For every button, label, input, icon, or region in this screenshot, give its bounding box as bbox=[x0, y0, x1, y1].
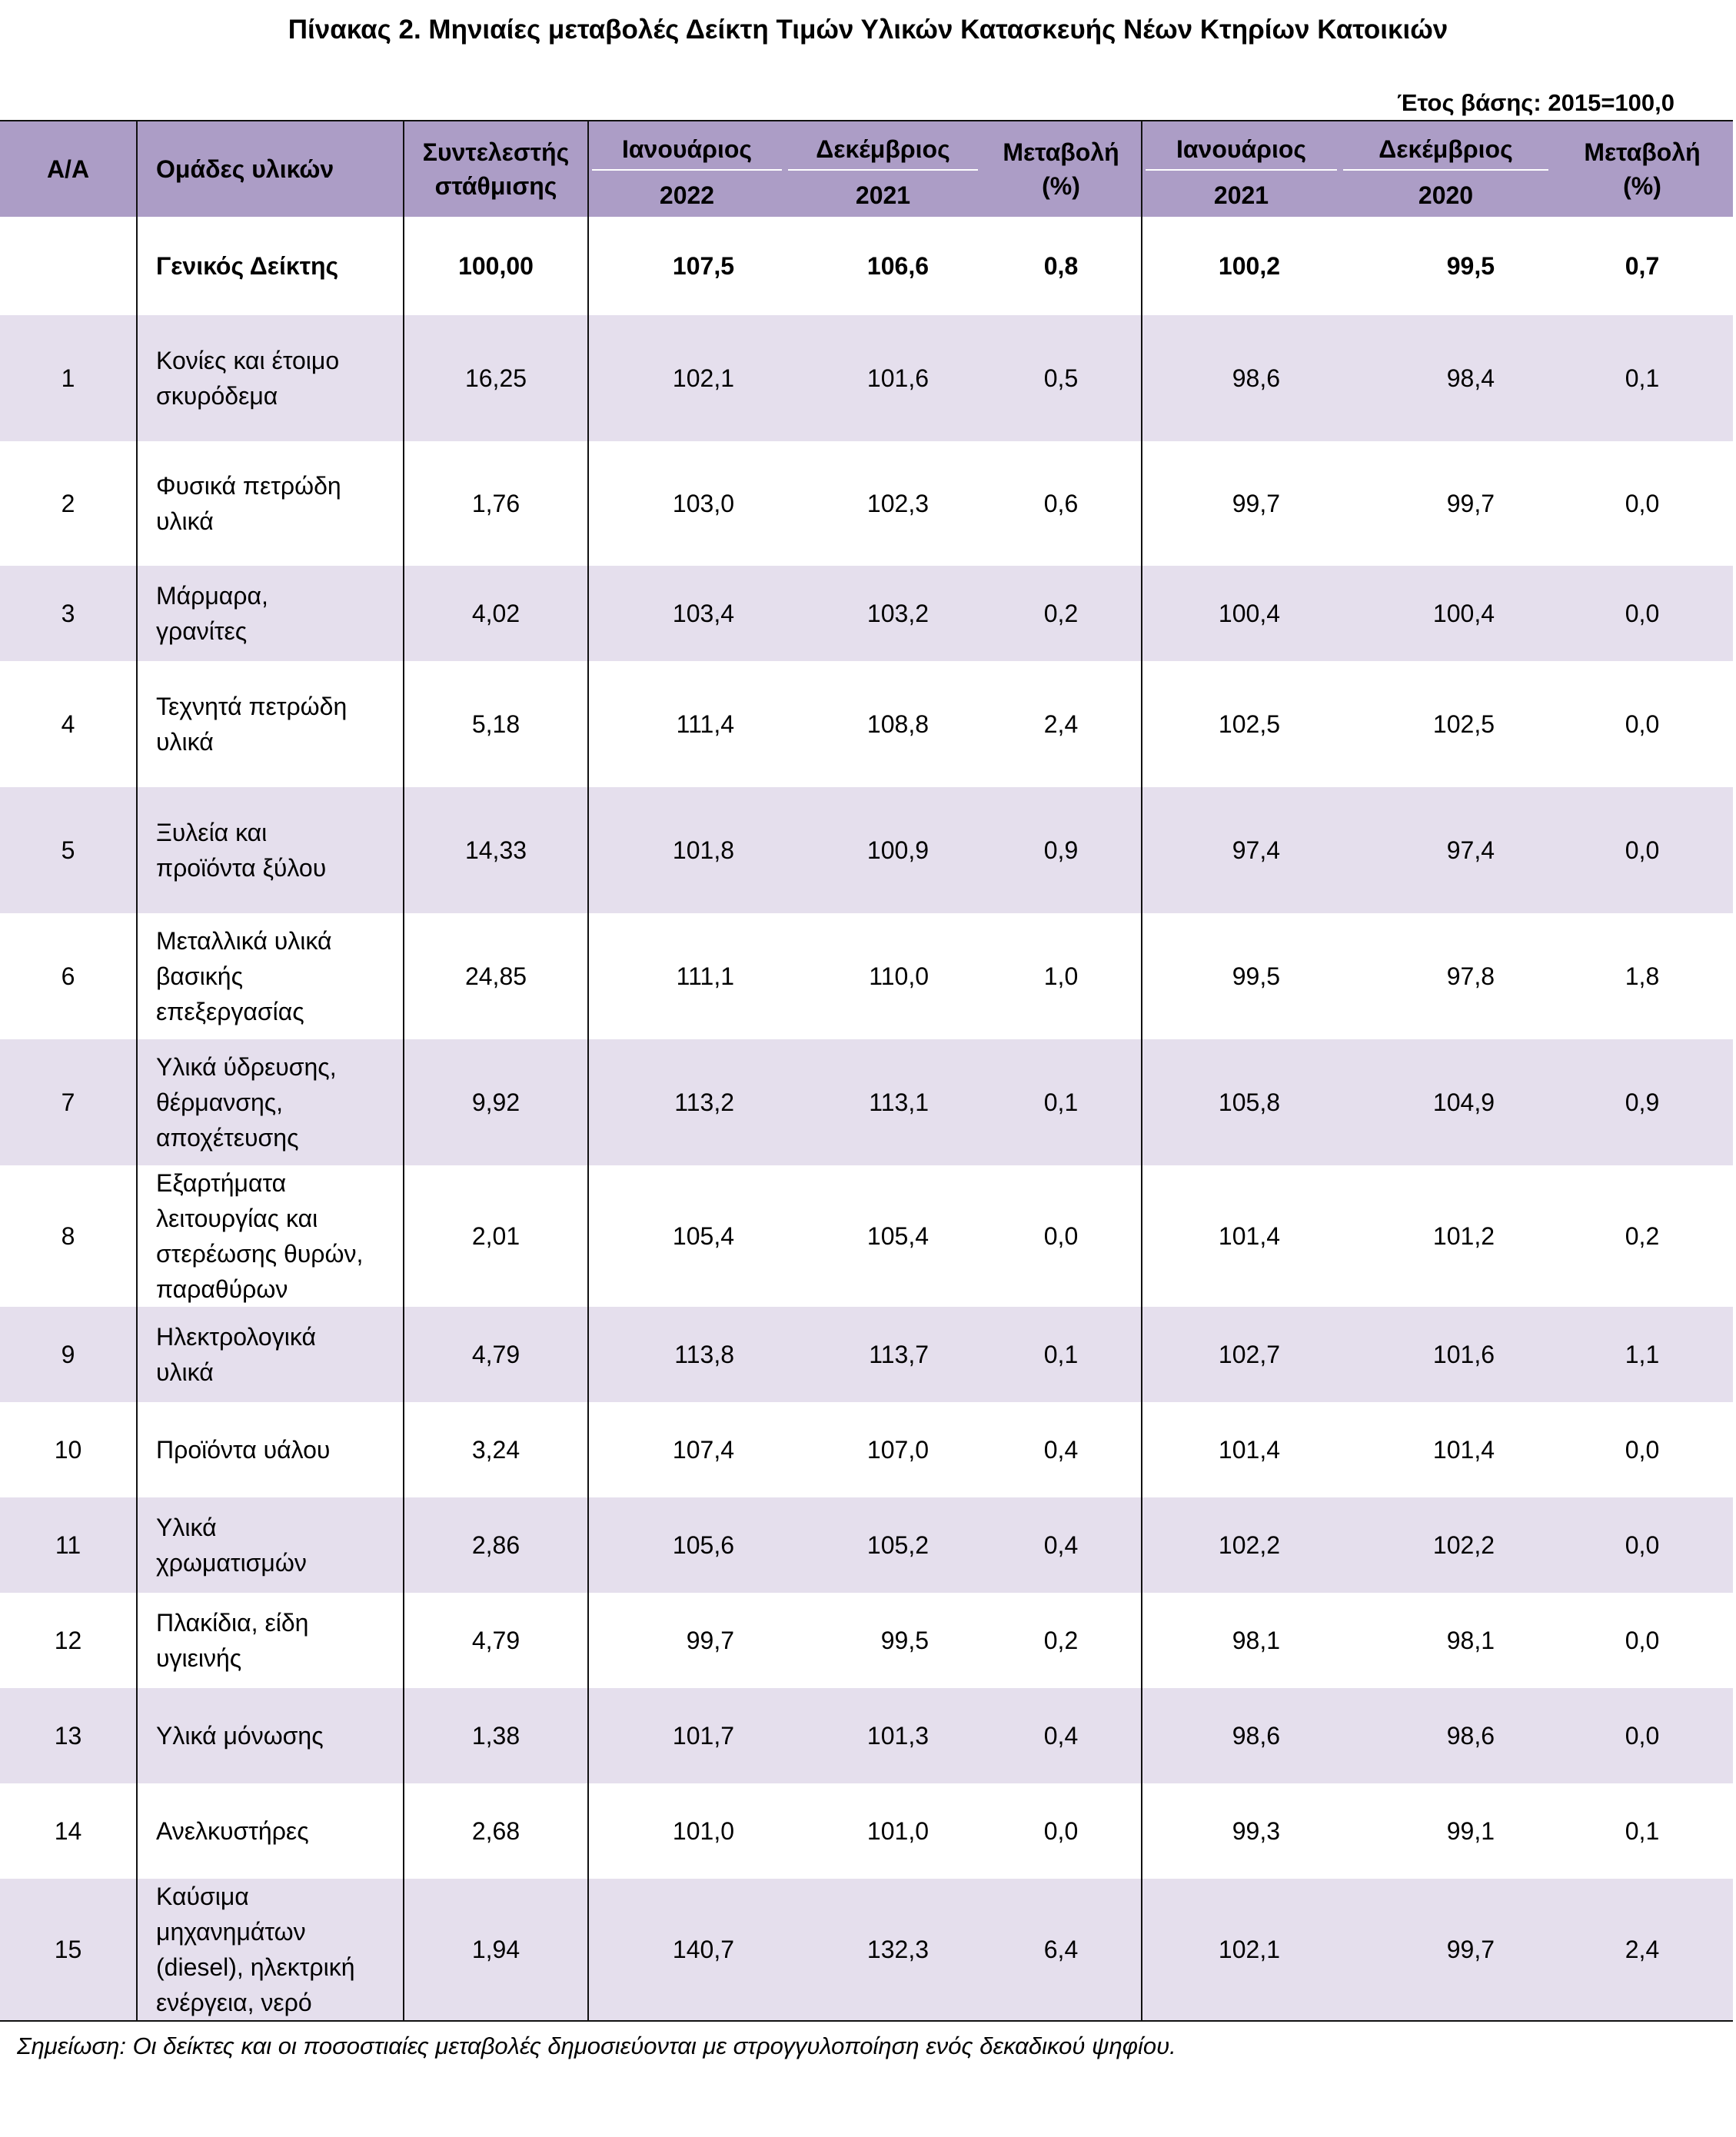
row-aa: 7 bbox=[0, 1039, 137, 1165]
header-change-1-l1: Μεταβολή bbox=[1003, 138, 1119, 166]
row-name bbox=[137, 1879, 404, 2021]
row-jan22: 103,0 bbox=[672, 490, 734, 517]
row-name-line: σκυρόδεμα bbox=[156, 382, 278, 410]
row-name-line: (diesel), ηλεκτρική bbox=[156, 1953, 355, 1981]
row-jan22: 101,0 bbox=[672, 1817, 734, 1845]
row-dec21: 113,7 bbox=[785, 1307, 981, 1402]
row-jan21: 100,4 bbox=[1142, 566, 1340, 661]
row-name-line: υλικά bbox=[156, 1358, 214, 1386]
row-chg1: 6,4 bbox=[981, 1879, 1142, 2021]
row-jan21: 101,4 bbox=[1218, 1222, 1280, 1250]
row-chg1: 0,2 bbox=[981, 1593, 1142, 1688]
row-chg1: 0,4 bbox=[981, 1497, 1142, 1593]
header-change-2 bbox=[1551, 121, 1733, 217]
row-dec20: 104,9 bbox=[1340, 1039, 1551, 1165]
row-chg2: 0,0 bbox=[1625, 710, 1660, 738]
row-aa: 8 bbox=[0, 1165, 137, 1307]
table-row bbox=[0, 566, 1733, 661]
total-name: Γενικός Δείκτης bbox=[137, 217, 404, 315]
row-name bbox=[137, 1593, 404, 1688]
row-name bbox=[137, 1497, 404, 1593]
table-row bbox=[0, 1307, 1733, 1402]
footnote: Σημείωση: Οι δείκτες και οι ποσοστιαίες μεταβολές δημοσιεύονται με στρογγυλοποίηση ενός δεκαδικού ψηφίου. bbox=[17, 2032, 1176, 2059]
row-aa: 15 bbox=[0, 1879, 137, 2021]
row-name bbox=[137, 1039, 404, 1165]
row-name-line: Πλακίδια, είδη bbox=[156, 1609, 309, 1637]
row-dec20: 98,6 bbox=[1340, 1688, 1551, 1783]
row-name-line: Προϊόντα υάλου bbox=[156, 1436, 331, 1464]
row-aa: 12 bbox=[0, 1593, 137, 1688]
row-dec21: 105,2 bbox=[785, 1497, 981, 1593]
row-jan22: 111,1 bbox=[676, 962, 734, 990]
row-name-line: ενέργεια, νερό bbox=[156, 1989, 312, 2016]
header-jan-2022-l2: 2022 bbox=[592, 169, 782, 217]
table-row bbox=[0, 1402, 1733, 1497]
total-jan21: 100,2 bbox=[1218, 252, 1280, 280]
header-jan-2022 bbox=[588, 121, 785, 217]
row-aa: 4 bbox=[0, 661, 137, 787]
total-weight: 100,00 bbox=[404, 217, 588, 315]
row-chg2: 0,9 bbox=[1551, 1039, 1733, 1165]
row-jan22: 101,7 bbox=[588, 1688, 785, 1783]
table-row bbox=[0, 1165, 1733, 1307]
row-name-line: Καύσιμα bbox=[156, 1883, 249, 1910]
row-dec21: 132,3 bbox=[785, 1879, 981, 2021]
row-dec21: 101,6 bbox=[785, 315, 981, 441]
row-weight: 4,79 bbox=[404, 1593, 588, 1688]
table-row bbox=[0, 1497, 1733, 1593]
row-dec20: 99,7 bbox=[1446, 490, 1495, 517]
header-jan-2021-l2: 2021 bbox=[1146, 169, 1337, 217]
row-name bbox=[137, 787, 404, 913]
row-jan21: 98,1 bbox=[1232, 1627, 1280, 1654]
row-weight: 1,76 bbox=[404, 441, 588, 566]
row-weight: 4,02 bbox=[404, 566, 588, 661]
row-dec20: 101,2 bbox=[1432, 1222, 1495, 1250]
table-row bbox=[0, 1783, 1733, 1879]
row-dec20: 101,4 bbox=[1432, 1436, 1495, 1464]
row-jan21: 98,6 bbox=[1142, 1688, 1340, 1783]
row-name-line: βασικής bbox=[156, 962, 243, 990]
row-name-line: Μάρμαρα, bbox=[156, 582, 268, 610]
header-dec-2021-l2: 2021 bbox=[788, 169, 978, 217]
header-aa: Α/Α bbox=[0, 121, 137, 217]
row-dec21: 99,5 bbox=[880, 1627, 929, 1654]
row-chg2: 1,1 bbox=[1551, 1307, 1733, 1402]
row-name-line: Υλικά bbox=[156, 1514, 217, 1541]
row-name-line: Ανελκυστήρες bbox=[156, 1817, 309, 1845]
row-dec20: 97,8 bbox=[1446, 962, 1495, 990]
row-jan21: 99,5 bbox=[1232, 962, 1280, 990]
row-name-line: στερέωσης θυρών, bbox=[156, 1240, 364, 1268]
row-dec20: 102,5 bbox=[1432, 710, 1495, 738]
row-chg1: 0,4 bbox=[981, 1402, 1142, 1497]
header-group: Ομάδες υλικών bbox=[137, 121, 404, 217]
row-name bbox=[137, 661, 404, 787]
header-dec-2020-l2: 2020 bbox=[1343, 169, 1548, 217]
row-jan22: 103,4 bbox=[588, 566, 785, 661]
row-name bbox=[137, 1402, 404, 1497]
header-dec-2021-l1: Δεκέμβριος bbox=[816, 135, 950, 163]
table-row bbox=[0, 1688, 1733, 1783]
row-name-line: Τεχνητά πετρώδη bbox=[156, 693, 348, 720]
row-aa: 2 bbox=[0, 441, 137, 566]
row-weight: 1,94 bbox=[404, 1879, 588, 2021]
row-name-line: Κονίες και έτοιμο bbox=[156, 347, 340, 374]
row-dec20: 101,6 bbox=[1340, 1307, 1551, 1402]
row-jan21: 99,3 bbox=[1232, 1817, 1280, 1845]
row-jan22: 105,6 bbox=[588, 1497, 785, 1593]
row-aa: 9 bbox=[0, 1307, 137, 1402]
price-index-table bbox=[0, 121, 1733, 2022]
row-name-line: παραθύρων bbox=[156, 1275, 288, 1303]
row-chg2: 0,2 bbox=[1625, 1222, 1660, 1250]
row-jan21: 99,7 bbox=[1232, 490, 1280, 517]
row-jan22: 107,4 bbox=[672, 1436, 734, 1464]
row-dec20: 99,7 bbox=[1340, 1879, 1551, 2021]
row-name bbox=[137, 1688, 404, 1783]
row-chg1: 0,1 bbox=[981, 1039, 1142, 1165]
row-name-line: υγιεινής bbox=[156, 1644, 242, 1672]
row-jan22: 102,1 bbox=[588, 315, 785, 441]
row-dec20: 99,1 bbox=[1446, 1817, 1495, 1845]
row-name-line: λειτουργίας και bbox=[156, 1205, 318, 1232]
row-name-line: επεξεργασίας bbox=[156, 998, 304, 1025]
row-chg1: 0,0 bbox=[981, 1165, 1142, 1307]
row-name bbox=[137, 1783, 404, 1879]
row-name-line: υλικά bbox=[156, 728, 214, 756]
row-aa: 13 bbox=[0, 1688, 137, 1783]
row-chg1: 0,2 bbox=[981, 566, 1142, 661]
row-chg1: 0,6 bbox=[981, 441, 1142, 566]
row-dec21: 105,4 bbox=[866, 1222, 929, 1250]
row-chg1: 0,4 bbox=[981, 1688, 1142, 1783]
table-row bbox=[0, 1879, 1733, 2021]
row-chg2: 2,4 bbox=[1551, 1879, 1733, 2021]
row-dec20: 98,1 bbox=[1446, 1627, 1495, 1654]
row-name-line: χρωματισμών bbox=[156, 1549, 307, 1577]
row-name-line: θέρμανσης, bbox=[156, 1088, 284, 1116]
row-name-line: υλικά bbox=[156, 507, 214, 535]
row-jan22: 101,8 bbox=[588, 787, 785, 913]
total-row bbox=[0, 217, 1733, 315]
row-weight: 9,92 bbox=[404, 1039, 588, 1165]
row-jan22: 105,4 bbox=[672, 1222, 734, 1250]
row-jan21: 101,4 bbox=[1218, 1436, 1280, 1464]
row-chg2: 0,0 bbox=[1625, 1627, 1660, 1654]
row-weight: 24,85 bbox=[404, 913, 588, 1039]
row-name-line: προϊόντα ξύλου bbox=[156, 854, 327, 882]
row-name-line: Ηλεκτρολογικά bbox=[156, 1323, 316, 1351]
row-name bbox=[137, 441, 404, 566]
row-name-line: Φυσικά πετρώδη bbox=[156, 472, 341, 500]
header-dec-2020 bbox=[1340, 121, 1551, 217]
total-chg1: 0,8 bbox=[981, 217, 1142, 315]
row-aa: 1 bbox=[0, 315, 137, 441]
row-jan21: 102,5 bbox=[1218, 710, 1280, 738]
row-aa: 3 bbox=[0, 566, 137, 661]
row-dec21: 108,8 bbox=[866, 710, 929, 738]
row-chg1: 0,9 bbox=[981, 787, 1142, 913]
row-chg2: 0,0 bbox=[1625, 490, 1660, 517]
row-chg2: 0,0 bbox=[1625, 1436, 1660, 1464]
row-dec21: 107,0 bbox=[866, 1436, 929, 1464]
row-weight: 4,79 bbox=[404, 1307, 588, 1402]
total-dec21: 106,6 bbox=[866, 252, 929, 280]
row-name bbox=[137, 913, 404, 1039]
row-dec21: 110,0 bbox=[869, 962, 929, 990]
row-weight: 2,68 bbox=[404, 1783, 588, 1879]
row-dec21: 103,2 bbox=[785, 566, 981, 661]
row-aa: 5 bbox=[0, 787, 137, 913]
table-row bbox=[0, 315, 1733, 441]
row-aa: 14 bbox=[0, 1783, 137, 1879]
row-jan22: 111,4 bbox=[676, 710, 734, 738]
row-chg1: 0,0 bbox=[981, 1783, 1142, 1879]
row-weight: 2,86 bbox=[404, 1497, 588, 1593]
row-aa: 6 bbox=[0, 913, 137, 1039]
table-body bbox=[0, 217, 1733, 2021]
row-weight: 5,18 bbox=[404, 661, 588, 787]
row-chg1: 1,0 bbox=[981, 913, 1142, 1039]
row-dec20: 98,4 bbox=[1340, 315, 1551, 441]
row-jan21: 105,8 bbox=[1142, 1039, 1340, 1165]
row-dec21: 113,1 bbox=[785, 1039, 981, 1165]
row-jan21: 98,6 bbox=[1142, 315, 1340, 441]
row-name-line: Εξαρτήματα bbox=[156, 1169, 287, 1197]
row-jan22: 99,7 bbox=[686, 1627, 734, 1654]
row-chg1: 0,1 bbox=[981, 1307, 1142, 1402]
row-dec20: 100,4 bbox=[1340, 566, 1551, 661]
header-jan-2021-l1: Ιανουάριος bbox=[1176, 135, 1307, 163]
row-weight: 3,24 bbox=[404, 1402, 588, 1497]
row-name-line: γρανίτες bbox=[156, 617, 248, 645]
header-dec-2021 bbox=[785, 121, 981, 217]
header-change-1 bbox=[981, 121, 1142, 217]
row-dec21: 101,3 bbox=[785, 1688, 981, 1783]
row-weight: 14,33 bbox=[404, 787, 588, 913]
total-dec20: 99,5 bbox=[1446, 252, 1495, 280]
header-change-2-l1: Μεταβολή bbox=[1584, 138, 1701, 166]
row-weight: 2,01 bbox=[404, 1165, 588, 1307]
row-name bbox=[137, 315, 404, 441]
row-name bbox=[137, 566, 404, 661]
row-name-line: Υλικά μόνωσης bbox=[156, 1722, 324, 1750]
row-chg2: 0,0 bbox=[1551, 1497, 1733, 1593]
row-chg2: 1,8 bbox=[1625, 962, 1660, 990]
row-jan22: 140,7 bbox=[588, 1879, 785, 2021]
total-chg2: 0,7 bbox=[1625, 252, 1660, 280]
row-chg2: 0,0 bbox=[1551, 1688, 1733, 1783]
header-weight-l2: στάθμισης bbox=[434, 172, 557, 200]
base-year-label: Έτος βάσης: 2015=100,0 bbox=[1397, 89, 1674, 116]
row-dec21: 100,9 bbox=[785, 787, 981, 913]
row-chg2: 0,0 bbox=[1551, 566, 1733, 661]
table-row bbox=[0, 787, 1733, 913]
row-name bbox=[137, 1307, 404, 1402]
row-chg2: 0,1 bbox=[1551, 315, 1733, 441]
row-name-line: Μεταλλικά υλικά bbox=[156, 927, 332, 955]
row-jan22: 113,8 bbox=[588, 1307, 785, 1402]
header-weight bbox=[404, 121, 588, 217]
row-dec21: 101,0 bbox=[866, 1817, 929, 1845]
table-row bbox=[0, 661, 1733, 787]
row-name-line: Ξυλεία και bbox=[156, 819, 268, 846]
row-jan21: 97,4 bbox=[1142, 787, 1340, 913]
table-row bbox=[0, 441, 1733, 566]
row-name-line: Υλικά ύδρευσης, bbox=[156, 1053, 337, 1081]
row-name-line: μηχανημάτων bbox=[156, 1918, 306, 1946]
row-dec21: 102,3 bbox=[866, 490, 929, 517]
table-row bbox=[0, 1039, 1733, 1165]
header-weight-l1: Συντελεστής bbox=[422, 138, 570, 166]
row-aa: 11 bbox=[0, 1497, 137, 1593]
table-header bbox=[0, 121, 1733, 217]
header-change-1-l2: (%) bbox=[1042, 172, 1080, 200]
row-chg2: 0,0 bbox=[1551, 787, 1733, 913]
row-jan21: 102,7 bbox=[1142, 1307, 1340, 1402]
row-weight: 16,25 bbox=[404, 315, 588, 441]
table-title: Πίνακας 2. Μηνιαίες μεταβολές Δείκτη Τιμών Υλικών Κατασκευής Νέων Κτηρίων Κατοικιών bbox=[288, 15, 1448, 45]
row-name-line: αποχέτευσης bbox=[156, 1124, 299, 1152]
total-aa bbox=[0, 217, 137, 315]
header-change-2-l2: (%) bbox=[1623, 172, 1661, 200]
total-jan22: 107,5 bbox=[672, 252, 734, 280]
row-chg1: 0,5 bbox=[981, 315, 1142, 441]
row-dec20: 102,2 bbox=[1340, 1497, 1551, 1593]
row-name bbox=[137, 1165, 404, 1307]
row-chg2: 0,1 bbox=[1625, 1817, 1660, 1845]
header-jan-2021 bbox=[1142, 121, 1340, 217]
row-chg1: 2,4 bbox=[981, 661, 1142, 787]
row-dec20: 97,4 bbox=[1340, 787, 1551, 913]
header-dec-2020-l1: Δεκέμβριος bbox=[1378, 135, 1513, 163]
row-aa: 10 bbox=[0, 1402, 137, 1497]
row-weight: 1,38 bbox=[404, 1688, 588, 1783]
table-row bbox=[0, 913, 1733, 1039]
row-jan21: 102,2 bbox=[1142, 1497, 1340, 1593]
header-jan-2022-l1: Ιανουάριος bbox=[621, 135, 753, 163]
row-jan21: 102,1 bbox=[1142, 1879, 1340, 2021]
row-jan22: 113,2 bbox=[588, 1039, 785, 1165]
table-row bbox=[0, 1593, 1733, 1688]
